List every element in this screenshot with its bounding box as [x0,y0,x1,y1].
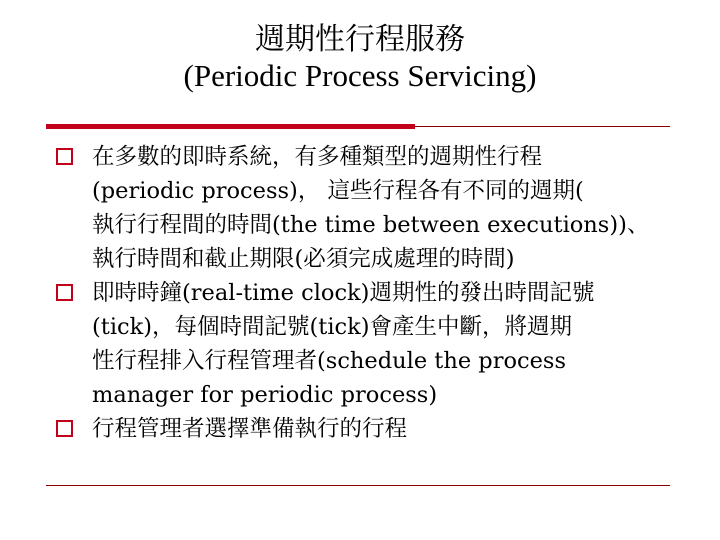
bullet-item-periodic-processes [56,140,676,276]
bullet-item-real-time-clock [56,276,676,412]
bullet-line: (periodic process)， 這些行程各有不同的週期( [92,178,584,204]
bullet-line: 性行程排入行程管理者(schedule the process [92,348,567,374]
bullet-list [56,140,676,446]
bullet-line: (tick)，每個時間記號(tick)會產生中斷，將週期 [92,314,573,340]
bullet-item-process-manager [56,412,676,446]
bullet-text [92,412,676,446]
bullet-text [92,276,676,412]
hollow-square-icon [56,148,73,165]
bullet-line: 執行行程間的時間(the time between executions))、 [92,212,650,238]
title-chinese: 週期性行程服務 [255,22,465,57]
title-divider-accent [46,124,415,129]
bullet-line: 在多數的即時系統，有多種類型的週期性行程 [92,144,543,170]
hollow-square-icon [56,284,73,301]
hollow-square-icon [56,420,73,437]
footer-divider [46,485,670,486]
bullet-line: manager for periodic process) [92,382,438,408]
bullet-line: 即時時鐘(real-time clock)週期性的發出時間記號 [92,280,595,306]
bullet-text [92,140,676,276]
bullet-line: 執行時間和截止期限(必須完成處理的時間) [92,246,515,272]
bullet-line: 行程管理者選擇準備執行的行程 [92,416,408,442]
slide-title [0,22,720,94]
title-english: (Periodic Process Servicing) [183,58,537,93]
